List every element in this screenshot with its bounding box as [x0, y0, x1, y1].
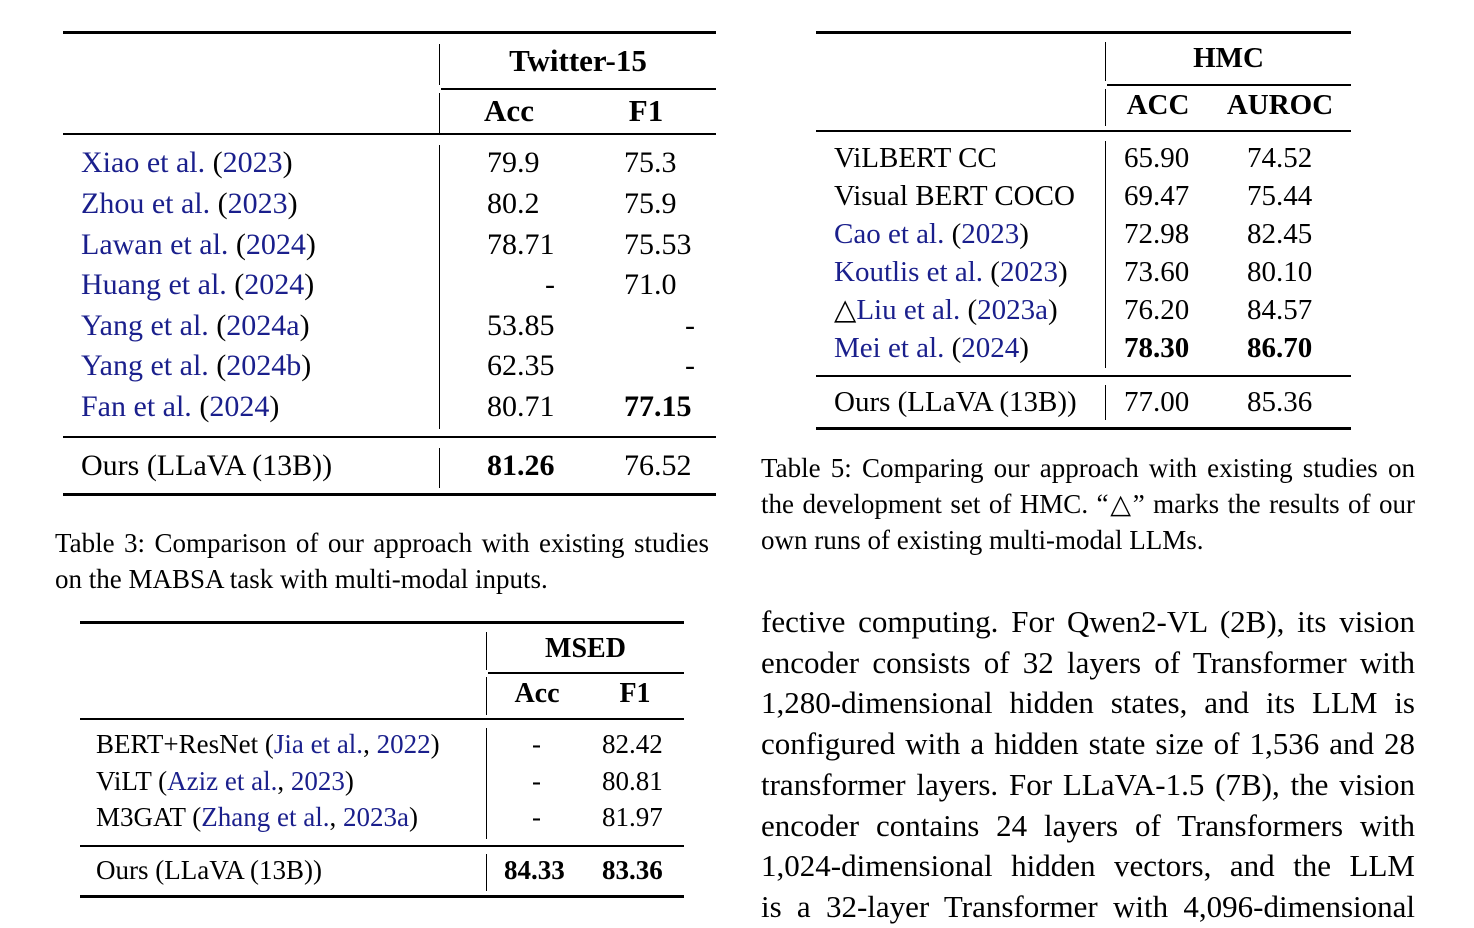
row-label: BERT+ResNet (Jia et al., 2022) — [96, 729, 440, 759]
citation-year[interactable]: 2024 — [244, 268, 305, 301]
row-label: ViLT (Aziz et al., 2023) — [96, 766, 354, 796]
table-3-mid-rule — [63, 133, 716, 135]
table-3-divider — [439, 448, 440, 488]
body-text-line: 1,024-dimensional hidden vectors, and the LLM — [761, 848, 1415, 884]
row-label: Koutlis et al. (2023) — [834, 256, 1068, 288]
acc-value: - — [532, 802, 541, 832]
body-text-line: configured with a hidden state size of 1,536 and 28 — [761, 726, 1415, 762]
citation-author[interactable]: Yang et al. — [81, 349, 209, 382]
table-3-mid-rule — [63, 436, 716, 438]
body-paragraph — [761, 602, 1415, 928]
acc-value: 78.71 — [487, 228, 555, 261]
acc-value: 80.71 — [487, 390, 555, 423]
row-label: Ours (LLaVA (13B)) — [96, 855, 322, 885]
citation-year[interactable]: 2024 — [245, 228, 306, 261]
table-4-top-rule — [80, 621, 684, 624]
table-4-col-f1: F1 — [619, 678, 651, 709]
citation-author[interactable]: Zhou et al. — [81, 187, 211, 220]
table-4-divider — [486, 677, 487, 715]
citation-author[interactable]: Xiao et al. — [81, 146, 206, 179]
table-5-cmid-rule — [1107, 84, 1351, 86]
table-5-col-auroc: AUROC — [1226, 89, 1334, 121]
citation-author[interactable]: Koutlis et al. — [834, 256, 984, 288]
citation-year[interactable]: 2024b — [226, 349, 302, 382]
citation-year[interactable]: 2023a — [342, 802, 409, 832]
citation-year[interactable]: 2024 — [961, 332, 1020, 364]
auroc-value: 82.45 — [1247, 218, 1313, 250]
auroc-value-best: 86.70 — [1247, 332, 1313, 364]
citation-author[interactable]: Liu et al. — [856, 294, 961, 326]
citation-year[interactable]: 2023 — [227, 187, 288, 220]
citation-year[interactable]: 2024 — [209, 390, 270, 423]
f1-value: 75.3 — [624, 146, 677, 179]
auroc-value: 85.36 — [1247, 386, 1313, 418]
table-4-divider — [486, 854, 487, 891]
table-4-mid-rule — [80, 845, 684, 847]
f1-value-best: 83.36 — [602, 855, 663, 885]
row-label: Yang et al. (2024a) — [81, 309, 310, 342]
f1-value: 82.42 — [602, 729, 663, 759]
acc-value: 77.00 — [1124, 386, 1190, 418]
acc-value-best: 81.26 — [487, 449, 555, 482]
table-5-divider — [1105, 385, 1106, 420]
table-3-col-f1: F1 — [628, 93, 664, 128]
acc-value: 62.35 — [487, 349, 555, 382]
body-text-line: transformer layers. For LLaVA-1.5 (7B), the vision — [761, 766, 1415, 802]
acc-value: 65.90 — [1124, 142, 1190, 174]
acc-value: 72.98 — [1124, 218, 1190, 250]
table-5-top-rule — [816, 31, 1351, 34]
f1-value: - — [685, 309, 695, 342]
body-text-line: 1,280-dimensional hidden states, and its LLM is — [761, 685, 1415, 721]
row-label: Mei et al. (2024) — [834, 332, 1029, 364]
table-3-bottom-rule — [63, 493, 716, 496]
acc-value-best: 84.33 — [504, 855, 565, 885]
table-4-cmid-rule — [488, 672, 684, 674]
auroc-value: 80.10 — [1247, 256, 1313, 288]
table-4-group-header: MSED — [545, 633, 626, 664]
table-4-col-acc: Acc — [514, 678, 560, 709]
table-4-mid-rule — [80, 718, 684, 720]
table-5-bottom-rule — [816, 427, 1351, 430]
citation-year[interactable]: 2023a — [977, 294, 1048, 326]
row-label: Ours (LLaVA (13B)) — [81, 449, 333, 482]
triangle-marker-icon: △ — [834, 294, 857, 326]
f1-value: - — [685, 349, 695, 382]
f1-value-best: 77.15 — [624, 390, 692, 423]
auroc-value: 84.57 — [1247, 294, 1313, 326]
f1-value: 71.0 — [624, 268, 677, 301]
row-label: ViLBERT CC — [834, 142, 997, 174]
row-label: Visual BERT COCO — [834, 180, 1075, 212]
table-3-divider — [439, 145, 440, 429]
table-4-divider — [486, 728, 487, 839]
citation-author[interactable]: Lawan et al. — [81, 228, 229, 261]
row-label: Huang et al. (2024) — [81, 268, 315, 301]
table-3-group-header: Twitter-15 — [509, 43, 647, 78]
f1-value: 81.97 — [602, 802, 663, 832]
citation-year[interactable]: 2022 — [376, 729, 431, 759]
acc-value: 76.20 — [1124, 294, 1190, 326]
table-5-divider — [1105, 141, 1106, 368]
citation-author[interactable]: Yang et al. — [81, 309, 209, 342]
citation-author[interactable]: Fan et al. — [81, 390, 192, 423]
acc-value: 69.47 — [1124, 180, 1190, 212]
acc-value: - — [532, 766, 541, 796]
f1-value: 76.52 — [624, 449, 692, 482]
auroc-value: 75.44 — [1247, 180, 1313, 212]
table-3-cmid-rule — [441, 88, 716, 90]
citation-author[interactable]: Zhang et al. — [201, 802, 330, 832]
body-text-line: encoder consists of 32 layers of Transformer with — [761, 644, 1415, 680]
citation-author[interactable]: Aziz et al. — [167, 766, 278, 796]
citation-year[interactable]: 2023 — [961, 218, 1020, 250]
body-text-line: is a 32-layer Transformer with 4,096-dimensional — [761, 888, 1415, 924]
row-label: Xiao et al. (2023) — [81, 146, 293, 179]
acc-value: 73.60 — [1124, 256, 1190, 288]
row-label: △Liu et al. (2023a) — [834, 294, 1058, 326]
citation-author[interactable]: Huang et al. — [81, 268, 227, 301]
acc-value: 53.85 — [487, 309, 555, 342]
model-name: BERT+ResNet — [96, 729, 259, 759]
table-3-col-acc: Acc — [484, 93, 534, 128]
row-label: Yang et al. (2024b) — [81, 349, 312, 382]
f1-value: 80.81 — [602, 766, 663, 796]
citation-year[interactable]: 2024a — [226, 309, 300, 342]
table-3-caption: Table 3: Comparison of our approach with existing studies on the MABSA task with multi-modal inputs. — [55, 528, 709, 594]
acc-value: 80.2 — [487, 187, 540, 220]
f1-value: 75.53 — [624, 228, 692, 261]
table-5-group-header: HMC — [1193, 42, 1264, 74]
acc-value-best: 78.30 — [1124, 332, 1190, 364]
f1-value: 75.9 — [624, 187, 677, 220]
row-label: M3GAT (Zhang et al., 2023a) — [96, 802, 418, 832]
body-text-line: fective computing. For Qwen2-VL (2B), its vision — [761, 604, 1415, 639]
citation-author[interactable]: Jia et al. — [273, 729, 364, 759]
citation-year[interactable]: 2023 — [999, 256, 1058, 288]
citation-author[interactable]: Cao et al. — [834, 218, 945, 250]
table-5-col-acc: ACC — [1126, 89, 1190, 121]
row-label: Zhou et al. (2023) — [81, 187, 298, 220]
citation-year[interactable]: 2023 — [222, 146, 283, 179]
table-3-top-rule — [63, 31, 716, 34]
table-5-mid-rule — [816, 130, 1351, 132]
model-name: ViLT — [96, 766, 152, 796]
table-5-divider — [1105, 89, 1106, 126]
row-label: Cao et al. (2023) — [834, 218, 1029, 250]
table-3-divider — [439, 93, 440, 133]
acc-value: - — [545, 268, 555, 301]
citation-year[interactable]: 2023 — [290, 766, 345, 796]
row-label: Ours (LLaVA (13B)) — [834, 386, 1077, 418]
auroc-value: 74.52 — [1247, 142, 1313, 174]
acc-value: 79.9 — [487, 146, 540, 179]
citation-author[interactable]: Mei et al. — [834, 332, 945, 364]
table-4-bottom-rule — [80, 895, 684, 898]
table-5-caption: Table 5: Comparing our approach with existing studies on the development set of HMC. “△” marks the results of our own runs of existing multi-modal LLMs. — [761, 453, 1415, 555]
table-5-mid-rule — [816, 375, 1351, 377]
row-label: Fan et al. (2024) — [81, 390, 280, 423]
row-label: Lawan et al. (2024) — [81, 228, 316, 261]
acc-value: - — [532, 729, 541, 759]
body-text-line: encoder contains 24 layers of Transformers with — [761, 807, 1415, 843]
model-name: M3GAT — [96, 802, 186, 832]
